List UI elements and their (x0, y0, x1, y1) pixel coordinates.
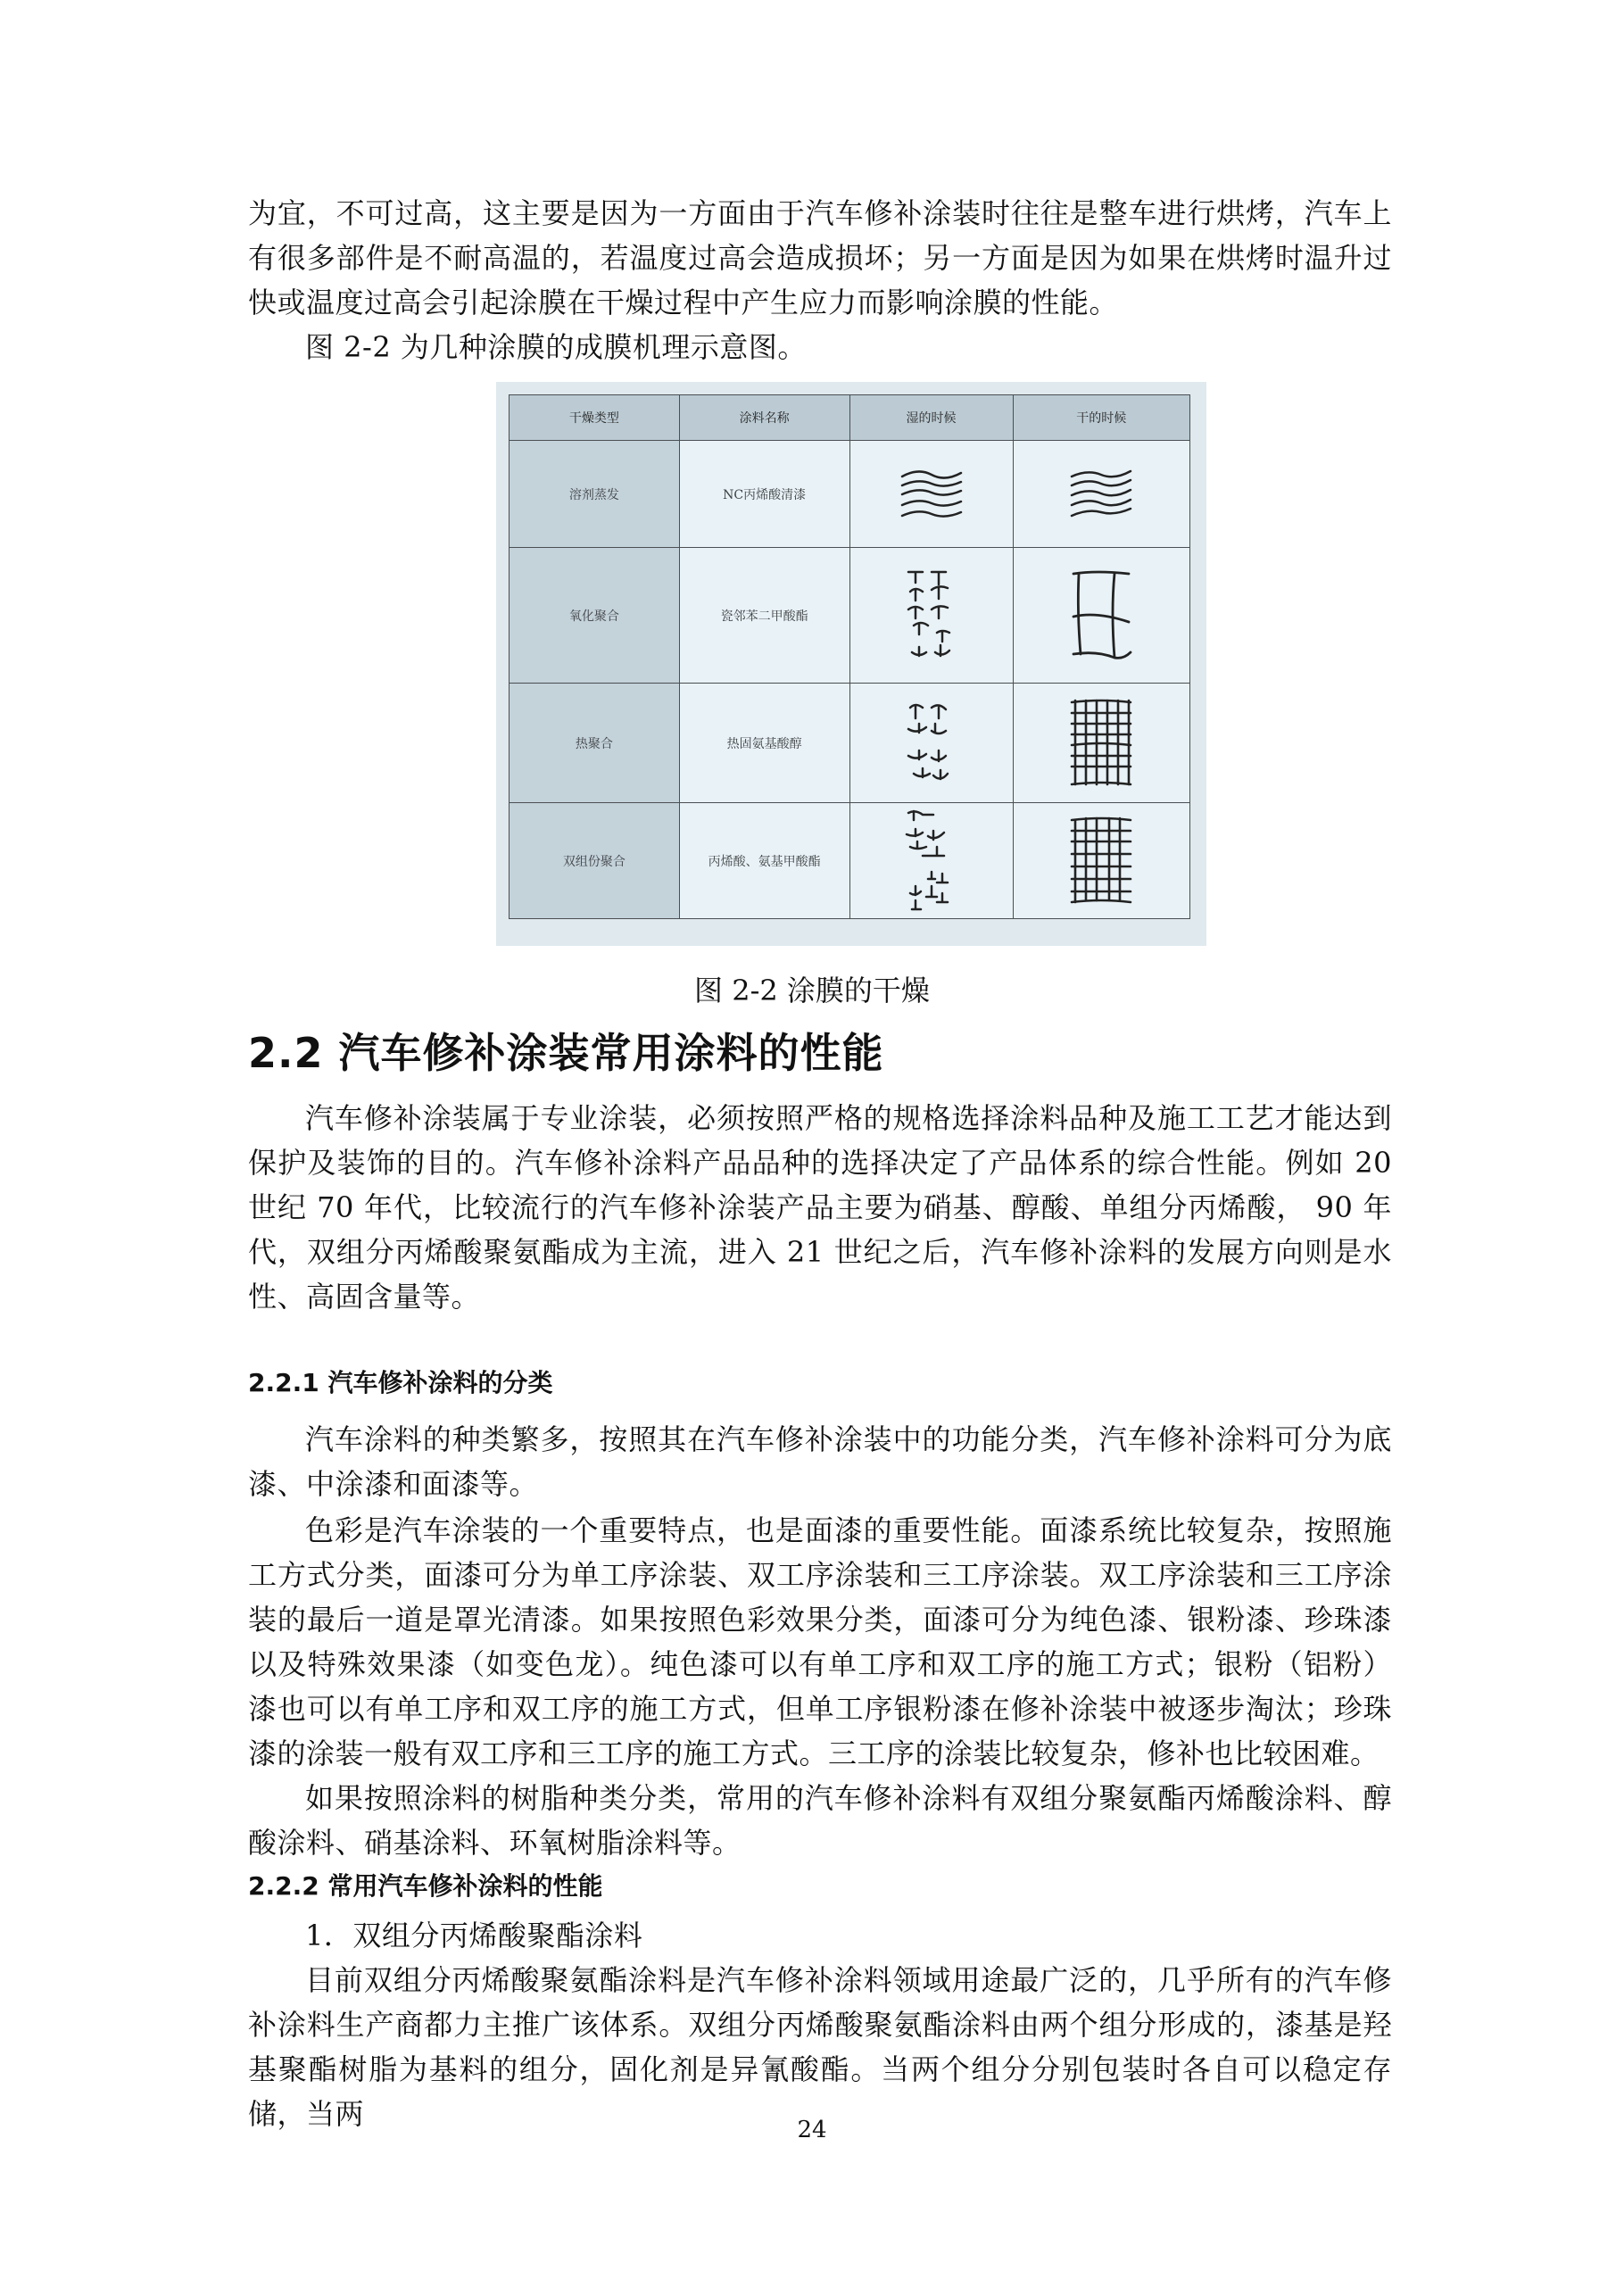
table-row (510, 548, 1190, 684)
section-heading-2-2: 2.2 汽车修补涂装常用涂料的性能 (248, 1029, 884, 1077)
wet-state-cell (849, 548, 1013, 684)
sparse-network-icon (1070, 567, 1132, 665)
paragraph-acrylic-polyurethane: 目前双组分丙烯酸聚氨酯涂料是汽车修补涂料领域用途最广泛的，几乎所有的汽车修补涂料生产商都力主推广该体系。双组分丙烯酸聚氨酯涂料由两个组分形成的，漆基是羟基聚酯树脂为基料的组分，固化剂是异氰酸酯。当两个组分分别包装时各自可以稳定存储，当两 (248, 1963, 1392, 2131)
wet-state-cell (849, 803, 1013, 919)
dry-state-cell (1013, 548, 1189, 684)
table-row (510, 803, 1190, 919)
scattered-molecules-icon (905, 567, 958, 665)
paragraph-figure-intro: 图 2-2 为几种涂膜的成膜机理示意图。 (305, 330, 807, 364)
section-heading-2-2-2: 2.2.2 常用汽车修补涂料的性能 (248, 1871, 603, 1901)
header-coating-name: 涂料名称 (679, 395, 849, 441)
dry-state-cell (1013, 684, 1189, 803)
coating-name-cell: NC丙烯酸清漆 (679, 441, 849, 548)
page-number: 24 (797, 2117, 827, 2143)
paragraph-classification-color: 色彩是汽车涂装的一个重要特点，也是面漆的重要性能。面漆系统比较复杂，按照施工方式分类，面漆可分为单工序涂装、双工序涂装和三工序涂装。双工序涂装和三工序涂装的最后一道是罩光清漆。如果按照色彩效果分类，面漆可分为纯色漆、银粉漆、珍珠漆以及特殊效果漆（如变色龙）。纯色漆可以有单工序和双工序的施工方式；银粉（铝粉）漆也可以有单工序和双工序的施工方式，但单工序银粉漆在修补涂装中被逐步淘汰；珍珠漆的涂装一般有双工序和三工序的施工方式。三工序的涂装比较复杂，修补也比较困难。 (248, 1513, 1392, 1770)
wet-state-cell (849, 684, 1013, 803)
drying-type-cell: 溶剂蒸发 (510, 441, 680, 548)
coating-name-cell: 瓷邻苯二甲酸酯 (679, 548, 849, 684)
drying-type-cell: 双组份聚合 (510, 803, 680, 919)
coating-name-cell: 丙烯酸、氨基甲酸酯 (679, 803, 849, 919)
scattered-molecules-icon (905, 699, 958, 788)
list-item-heading: 1．双组分丙烯酸聚酯涂料 (305, 1919, 643, 1952)
dense-grid-icon (1070, 699, 1132, 788)
section-heading-2-2-1: 2.2.1 汽车修补涂料的分类 (248, 1368, 553, 1397)
drying-type-cell: 氧化聚合 (510, 548, 680, 684)
paragraph-baking-temperature: 为宜，不可过高，这主要是因为一方面由于汽车修补涂装时往往是整车进行烘烤，汽车上有很多部件是不耐高温的，若温度过高会造成损坏；另一方面是因为如果在烘烤时温升过快或温度过高会引起涂膜在干燥过程中产生应力而影响涂膜的性能。 (248, 196, 1392, 319)
scattered-molecules-icon (905, 808, 958, 915)
table-row (510, 441, 1190, 548)
coating-name-cell: 热固氨基酸醇 (679, 684, 849, 803)
dry-state-cell (1013, 803, 1189, 919)
paragraph-classification-resin: 如果按照涂料的树脂种类分类，常用的汽车修补涂料有双组分聚氨酯丙烯酸涂料、醇酸涂料、硝基涂料、环氧树脂涂料等。 (248, 1781, 1392, 1860)
wet-state-cell (849, 441, 1013, 548)
table-row (510, 684, 1190, 803)
drying-mechanism-table (509, 394, 1190, 919)
paragraph-section-2-2: 汽车修补涂装属于专业涂装，必须按照严格的规格选择涂料品种及施工工艺才能达到保护及装饰的目的。汽车修补涂料产品品种的选择决定了产品体系的综合性能。例如 20 世纪 70 年代，比较流行的汽车修补涂装产品主要为硝基、醇酸、单组分丙烯酸， 90 年代，双组分丙烯酸聚氨酯成为主流，进入 21 世纪之后，汽车修补涂料的发展方向则是水性、高固含量等。 (248, 1101, 1392, 1314)
header-drying-type: 干燥类型 (510, 395, 680, 441)
header-wet-state: 湿的时候 (849, 395, 1013, 441)
header-dry-state: 干的时候 (1013, 395, 1189, 441)
wavy-lines-icon (900, 468, 963, 521)
paragraph-classification-function: 汽车涂料的种类繁多，按照其在汽车修补涂装中的功能分类，汽车修补涂料可分为底漆、中涂漆和面漆等。 (248, 1422, 1392, 1501)
drying-type-cell: 热聚合 (510, 684, 680, 803)
wavy-lines-icon (1070, 468, 1132, 521)
dense-grid-icon (1070, 816, 1132, 906)
dry-state-cell (1013, 441, 1189, 548)
figure-caption: 图 2-2 涂膜的干燥 (694, 974, 930, 1007)
table-header-row (510, 395, 1190, 441)
figure-coating-drying (496, 382, 1206, 946)
